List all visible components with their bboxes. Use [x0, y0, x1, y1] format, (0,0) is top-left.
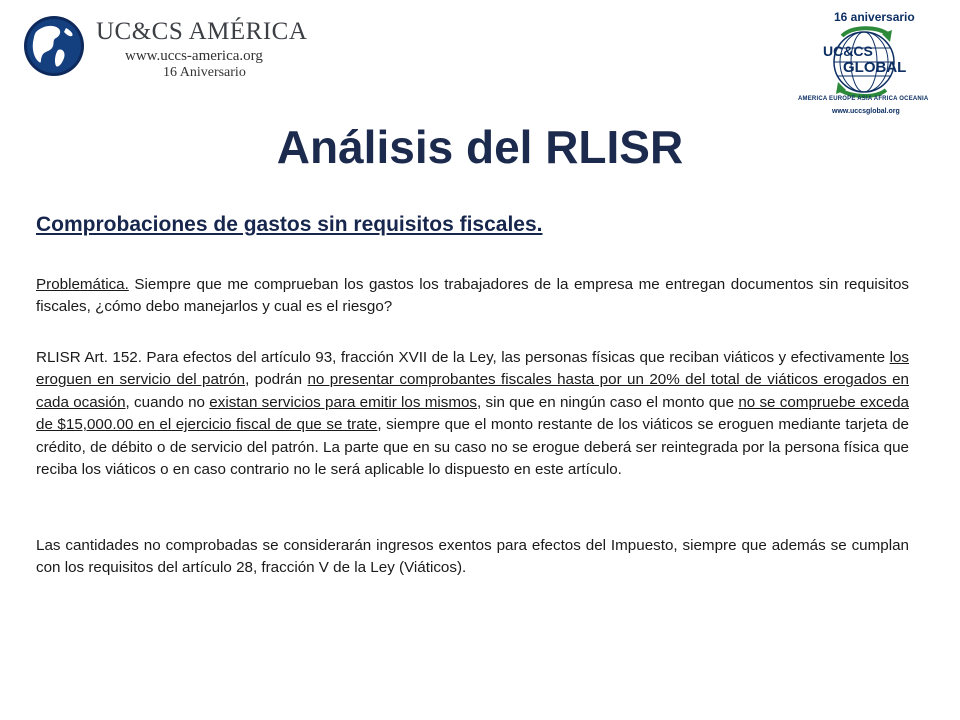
article-underline-1: los eroguen en servicio del patrón [36, 349, 909, 389]
left-logo-anniversary: 16 Aniversario [163, 65, 246, 80]
uccs-america-logo [22, 14, 308, 80]
article-text-1: RLISR Art. 152. Para efectos del artículo 93, fracción XVII de la Ley, las personas físicas que reciban viáticos y efectivamente [36, 349, 890, 366]
problem-paragraph [36, 274, 909, 319]
slide-subtitle: Comprobaciones de gastos sin requisitos fiscales. [36, 213, 543, 236]
problem-text: Siempre que me comprueban los gastos los trabajadores de la empresa me entregan documentos sin requisitos fiscales, ¿cómo debo manejarlos y cual es el riesgo? [36, 276, 909, 316]
left-logo-brand: UC&CS AMÉRICA [96, 18, 308, 45]
right-logo-website: www.uccsglobal.org [832, 108, 900, 115]
right-logo-brand-bottom: GLOBAL [843, 59, 907, 76]
left-logo-website: www.uccs-america.org [125, 48, 263, 64]
article-text-4: , sin que en ningún caso el monto que [477, 393, 739, 411]
article-text-2: , podrán [245, 371, 308, 389]
globe-icon [22, 14, 86, 78]
right-logo-anniversary: 16 aniversario [834, 10, 915, 24]
right-logo-continents: AMERICA EUROPE ASIA AFRICA OCEANIA [798, 96, 929, 102]
right-logo-brand-top: UC&CS [823, 43, 873, 59]
article-text-3: , cuando no [125, 393, 210, 411]
uccs-global-logo [794, 10, 934, 122]
problem-label: Problemática. [36, 276, 129, 293]
article-underline-2: no presentar comprobantes fiscales hasta por un 20% del total de viáticos erogados en cada ocasión [36, 371, 910, 411]
article-text-5: , siempre que el monto restante de los viáticos se eroguen mediante tarjeta de crédito, de débito o de servicio del patrón. La parte que en su caso no se erogue deberá ser reintegrada por la persona física que reciba los viáticos o en caso contrario no le será aplicable lo dispuesto en este artículo. [36, 416, 909, 479]
article-underline-4: no se compruebe exceda de $15,000.00 en el ejercicio fiscal de que se trate [36, 393, 909, 434]
article-underline-3: existan servicios para emitir los mismos [209, 393, 478, 411]
slide-title: Análisis del RLISR [276, 121, 684, 173]
article-paragraph [36, 347, 909, 481]
closing-paragraph: Las cantidades no comprobadas se considerarán ingresos exentos para efectos del Impuesto, siempre que además se cumplan con los requisitos del artículo 28, fracción V de la Ley (Viáticos). [36, 537, 909, 577]
